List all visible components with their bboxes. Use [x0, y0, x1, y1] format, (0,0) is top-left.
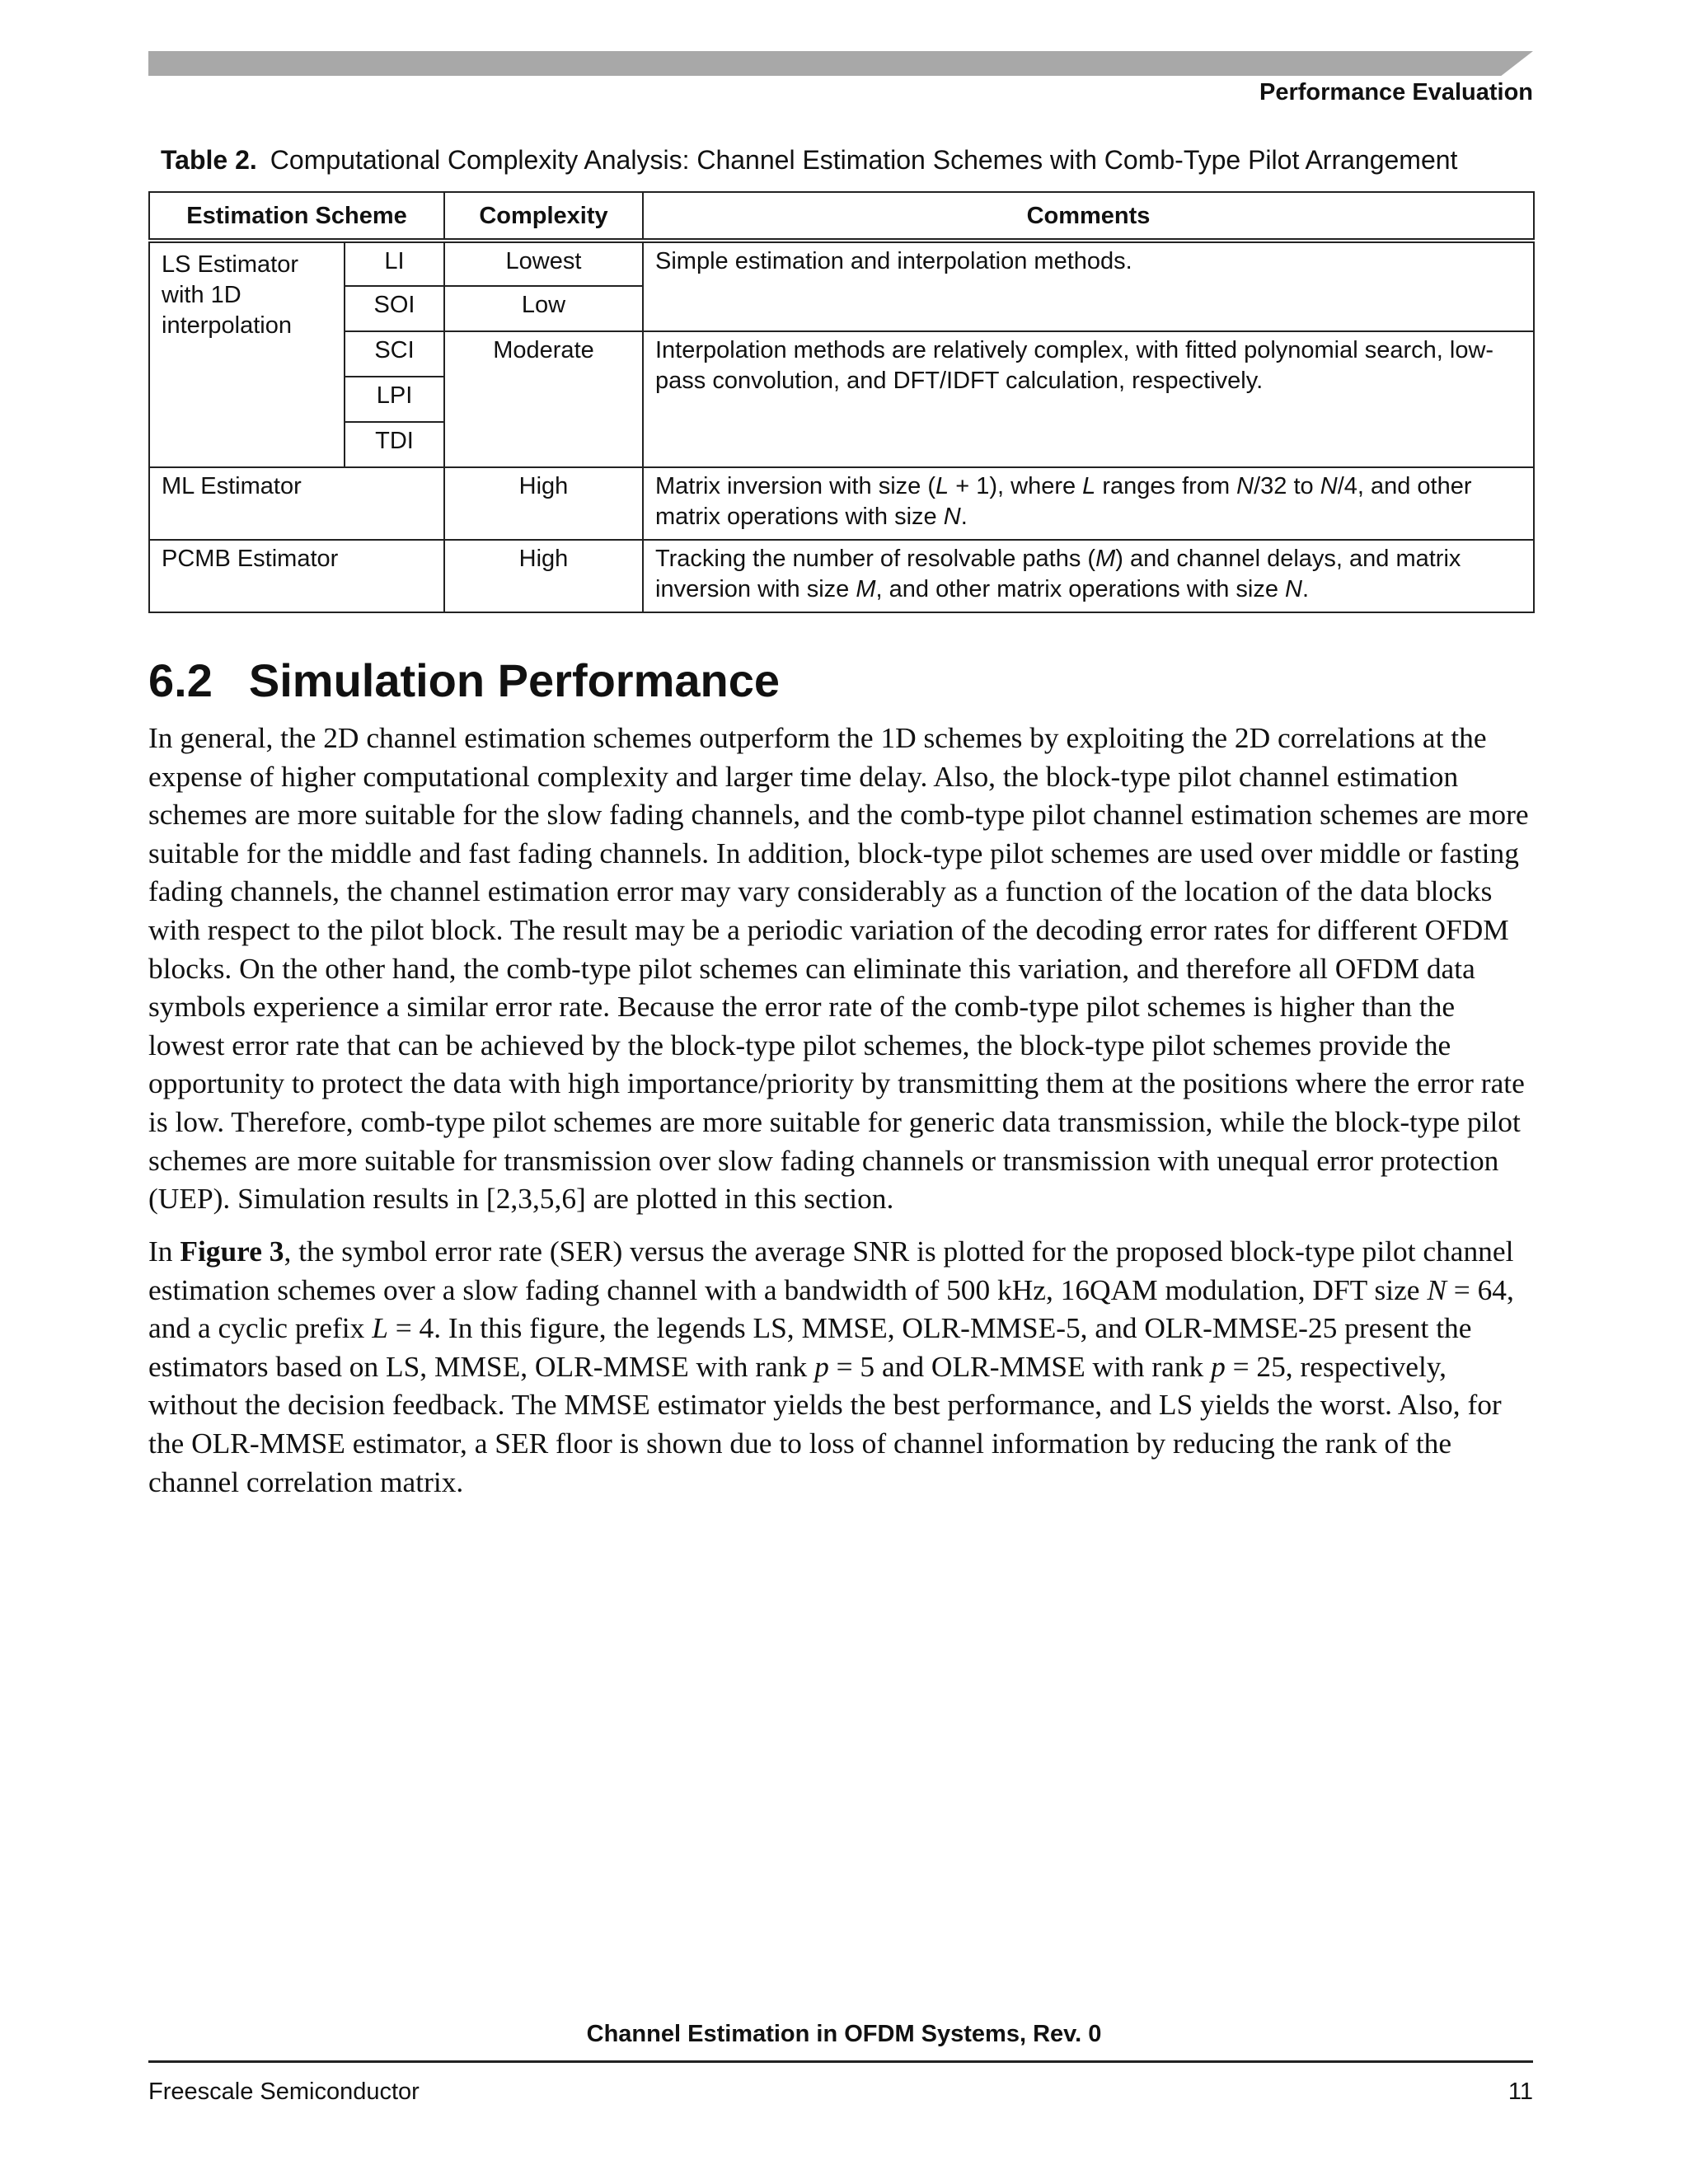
running-head: Performance Evaluation — [1259, 79, 1533, 105]
method-cell: LI — [345, 241, 444, 286]
table-row — [149, 241, 1534, 286]
complexity-cell: High — [444, 467, 643, 540]
complexity-table — [148, 191, 1535, 613]
column-header-comments: Comments — [643, 192, 1534, 241]
scheme-cell: ML Estimator — [149, 467, 444, 540]
body-paragraph: In general, the 2D channel estimation schemes outperform the 1D schemes by exploiting the 2D correlations at the expense of higher computational complexity and larger time delay. Also, the block-type pilot channel estimation schemes are more suitable for the slow fading channels, and the comb-type pilot channel estimation schemes are more suitable for the middle and fast fading channels. In addition, block-type pilot schemes are used over middle or fasting fading channels, the channel estimation error may vary considerably as a function of the location of the data blocks with respect to the pilot block. The result may be a periodic variation of the decoding error rates for different OFDM blocks. On the other hand, the comb-type pilot schemes can eliminate this variation, and therefore all OFDM data symbols experience a similar error rate. Because the error rate of the comb-type pilot schemes is higher than the lowest error rate that can be achieved by the block-type pilot schemes, the block-type pilot schemes provide the opportunity to protect the data with high importance/priority by transmitting them at the positions where the error rate is low. Therefore, comb-type pilot schemes are more suitable for generic data transmission, while the block-type pilot schemes are more suitable for transmission over slow fading channels or transmission with unequal error protection (UEP). Simulation results in [2,3,5,6] are plotted in this section. — [148, 721, 1529, 1216]
header-decorative-bar — [148, 51, 1533, 76]
comment-cell: Simple estimation and interpolation methods. — [643, 241, 1534, 331]
section-number: 6.2 — [148, 654, 213, 706]
comment-cell: Matrix inversion with size (L + 1), where L ranges from N/32 to N/4, and other matrix operations with size N. — [643, 467, 1534, 540]
table-row — [149, 467, 1534, 540]
body-paragraph: In Figure 3, the symbol error rate (SER) versus the average SNR is plotted for the proposed block-type pilot channel estimation schemes over a slow fading channel with a bandwidth of 500 kHz, 16QAM modulation, DFT size N = 64, and a cyclic prefix L = 4. In this figure, the legends LS, MMSE, OLR-MMSE-5, and OLR-MMSE-25 present the estimators based on LS, MMSE, OLR-MMSE with rank p = 5 and OLR-MMSE with rank p = 25, respectively, without the decision feedback. The MMSE estimator yields the best performance, and LS yields the worst. Also, for the OLR-MMSE estimator, a SER floor is shown due to loss of channel information by reducing the rank of the channel correlation matrix. — [148, 1235, 1514, 1498]
figure-reference: Figure 3 — [180, 1235, 284, 1268]
column-header-complexity: Complexity — [444, 192, 643, 241]
complexity-cell: Low — [444, 286, 643, 331]
table-caption — [161, 145, 1545, 176]
table-header-row — [149, 192, 1534, 241]
method-cell: SCI — [345, 331, 444, 377]
footer-document-title: Channel Estimation in OFDM Systems, Rev. 0 — [586, 2021, 1102, 2047]
scheme-cell: PCMB Estimator — [149, 540, 444, 612]
table-row — [149, 540, 1534, 612]
section-title: Simulation Performance — [248, 654, 781, 706]
comment-cell: Interpolation methods are relatively complex, with fitted polynomial search, low-pass convolution, and DFT/IDFT calculation, respectively. — [643, 331, 1534, 467]
complexity-cell: High — [444, 540, 643, 612]
comment-cell: Tracking the number of resolvable paths (M) and channel delays, and matrix inversion with size M, and other matrix operations with size N. — [643, 540, 1534, 612]
table-row — [149, 331, 1534, 377]
table-caption-number: Table 2. — [161, 145, 257, 175]
footer-company: Freescale Semiconductor — [148, 2079, 420, 2105]
method-cell: SOI — [345, 286, 444, 331]
complexity-cell: Lowest — [444, 241, 643, 286]
method-cell: TDI — [345, 422, 444, 467]
footer-rule — [148, 2060, 1533, 2063]
table-caption-text: Computational Complexity Analysis: Channel Estimation Schemes with Comb-Type Pilot Arrangement — [270, 145, 1458, 175]
section-heading — [148, 654, 780, 707]
column-header-scheme: Estimation Scheme — [149, 192, 444, 241]
complexity-cell: Moderate — [444, 331, 643, 467]
page-number: 11 — [1507, 2079, 1533, 2105]
ls-estimator-group-cell: LS Estimator with 1D interpolation — [149, 241, 345, 467]
method-cell: LPI — [345, 377, 444, 422]
